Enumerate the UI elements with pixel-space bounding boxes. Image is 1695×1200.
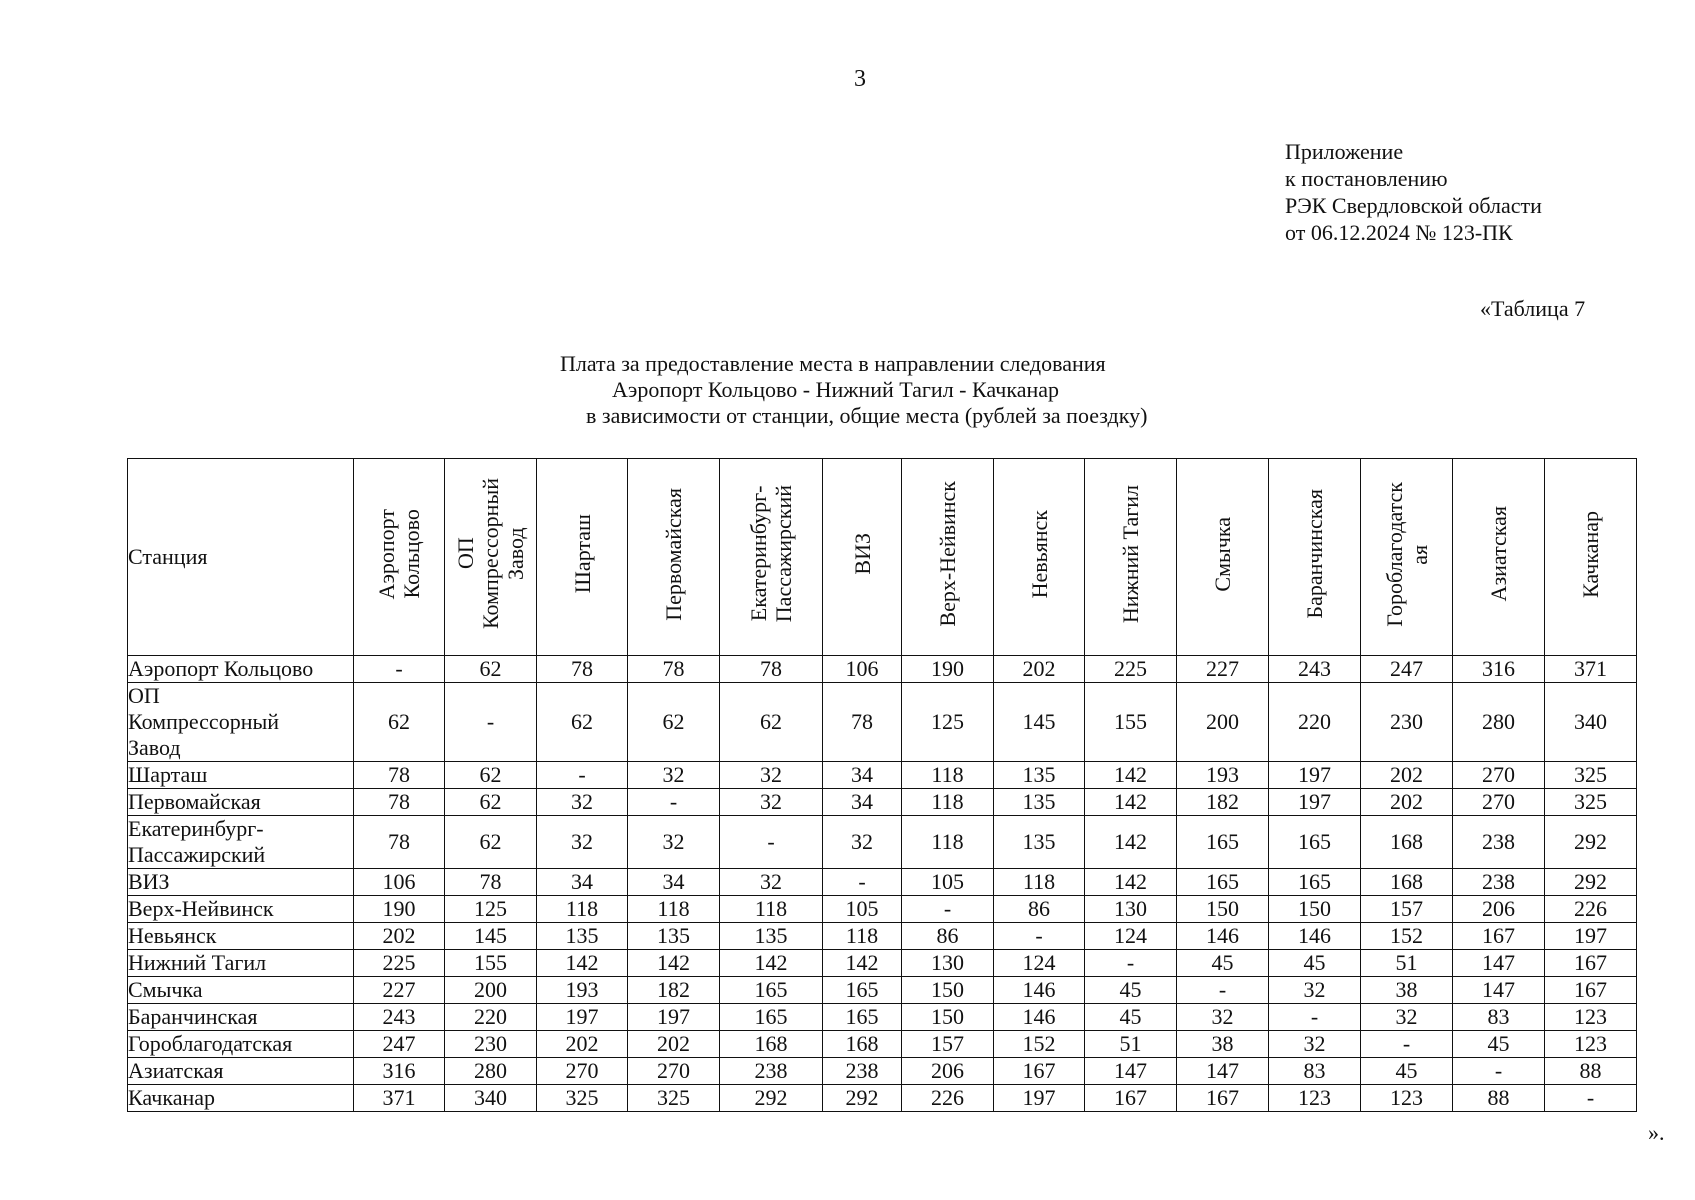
column-header-label: Азиатская: [1486, 506, 1511, 602]
table-row: [128, 789, 1637, 816]
fare-cell: 62: [628, 683, 720, 762]
table-label: «Таблица 7: [1480, 296, 1586, 321]
fare-cell: 202: [1361, 762, 1453, 789]
fare-cell: 105: [902, 869, 994, 896]
fare-cell: 165: [1177, 816, 1269, 869]
fare-cell: 34: [537, 869, 628, 896]
fare-cell: 78: [720, 656, 823, 683]
fare-cell: 202: [537, 1031, 628, 1058]
fare-cell: 280: [445, 1058, 537, 1085]
fare-cell: 62: [445, 789, 537, 816]
fare-cell: 230: [1361, 683, 1453, 762]
fare-cell: 165: [1269, 869, 1361, 896]
row-station-name: Шарташ: [128, 762, 354, 789]
fare-cell: 165: [720, 977, 823, 1004]
column-header-label: Екатеринбург- Пассажирский: [746, 485, 796, 623]
fare-cell: 130: [1085, 896, 1177, 923]
fare-cell: 168: [1361, 869, 1453, 896]
fare-cell: 165: [1269, 816, 1361, 869]
column-header-label: Невьянск: [1026, 509, 1052, 599]
column-header: [1361, 459, 1453, 656]
fare-cell: -: [823, 869, 902, 896]
fare-cell: 78: [354, 762, 445, 789]
fare-cell: 206: [1453, 896, 1545, 923]
fare-cell: -: [354, 656, 445, 683]
fare-cell: 157: [1361, 896, 1453, 923]
fare-table: [127, 458, 1637, 1112]
table-row: [128, 896, 1637, 923]
fare-cell: 230: [445, 1031, 537, 1058]
row-station-name: Невьянск: [128, 923, 354, 950]
title-line-3: в зависимости от станции, общие места (рублей за поездку): [586, 403, 1148, 428]
row-station-name: Качканар: [128, 1085, 354, 1112]
fare-cell: 280: [1453, 683, 1545, 762]
fare-cell: 247: [1361, 656, 1453, 683]
table-row: [128, 1004, 1637, 1031]
fare-cell: 135: [537, 923, 628, 950]
appendix-header: [1285, 138, 1542, 246]
fare-cell: 325: [628, 1085, 720, 1112]
fare-cell: 225: [1085, 656, 1177, 683]
column-header: [1545, 459, 1637, 656]
fare-cell: -: [537, 762, 628, 789]
fare-cell: 32: [537, 789, 628, 816]
fare-cell: 124: [994, 950, 1085, 977]
fare-cell: 32: [720, 789, 823, 816]
fare-cell: 152: [1361, 923, 1453, 950]
fare-cell: 123: [1545, 1004, 1637, 1031]
fare-cell: 135: [994, 816, 1085, 869]
fare-cell: 45: [1177, 950, 1269, 977]
column-header-label: Аэропорт Кольцово: [374, 508, 424, 600]
fare-cell: 83: [1453, 1004, 1545, 1031]
fare-cell: 167: [1177, 1085, 1269, 1112]
fare-cell: 142: [823, 950, 902, 977]
fare-cell: 118: [628, 896, 720, 923]
row-station-name: Первомайская: [128, 789, 354, 816]
fare-cell: 167: [1453, 923, 1545, 950]
fare-cell: 78: [537, 656, 628, 683]
appendix-line-2: к постановлению: [1285, 166, 1448, 191]
fare-cell: 270: [1453, 762, 1545, 789]
fare-cell: -: [1269, 1004, 1361, 1031]
column-header-label: ОП Компрессорный Завод: [453, 478, 528, 630]
fare-cell: 142: [1085, 789, 1177, 816]
fare-cell: 142: [537, 950, 628, 977]
table-row: [128, 950, 1637, 977]
fare-cell: 78: [823, 683, 902, 762]
table-row: [128, 762, 1637, 789]
fare-cell: 83: [1269, 1058, 1361, 1085]
fare-cell: 202: [994, 656, 1085, 683]
fare-cell: 147: [1177, 1058, 1269, 1085]
fare-cell: 146: [1269, 923, 1361, 950]
fare-cell: 118: [902, 762, 994, 789]
fare-cell: -: [1085, 950, 1177, 977]
fare-cell: 225: [354, 950, 445, 977]
fare-cell: 146: [994, 1004, 1085, 1031]
column-header-label: Шарташ: [569, 514, 595, 594]
fare-cell: 155: [1085, 683, 1177, 762]
fare-cell: 200: [1177, 683, 1269, 762]
fare-cell: 62: [720, 683, 823, 762]
table-row: [128, 816, 1637, 869]
table-title: [0, 351, 1695, 429]
fare-cell: 135: [628, 923, 720, 950]
fare-cell: 147: [1085, 1058, 1177, 1085]
fare-cell: 157: [902, 1031, 994, 1058]
column-header: [823, 459, 902, 656]
fare-cell: 105: [823, 896, 902, 923]
fare-cell: 78: [354, 789, 445, 816]
fare-cell: 325: [537, 1085, 628, 1112]
header-row: [128, 459, 1637, 656]
fare-cell: 220: [445, 1004, 537, 1031]
fare-cell: 45: [1269, 950, 1361, 977]
fare-cell: 123: [1545, 1031, 1637, 1058]
column-header: [1177, 459, 1269, 656]
fare-cell: 147: [1453, 977, 1545, 1004]
fare-cell: 32: [537, 816, 628, 869]
fare-cell: 197: [1269, 789, 1361, 816]
fare-cell: 32: [823, 816, 902, 869]
column-header: [902, 459, 994, 656]
fare-cell: 206: [902, 1058, 994, 1085]
row-station-name: Азиатская: [128, 1058, 354, 1085]
fare-cell: 88: [1453, 1085, 1545, 1112]
fare-cell: 220: [1269, 683, 1361, 762]
fare-cell: 125: [445, 896, 537, 923]
row-station-name: Екатеринбург- Пассажирский: [128, 816, 354, 869]
fare-cell: 51: [1085, 1031, 1177, 1058]
fare-cell: 190: [902, 656, 994, 683]
fare-cell: 270: [537, 1058, 628, 1085]
fare-cell: 197: [994, 1085, 1085, 1112]
fare-cell: 292: [823, 1085, 902, 1112]
row-station-name: Гороблагодатская: [128, 1031, 354, 1058]
fare-cell: 270: [628, 1058, 720, 1085]
fare-cell: 168: [1361, 816, 1453, 869]
fare-cell: 168: [720, 1031, 823, 1058]
fare-cell: 145: [994, 683, 1085, 762]
fare-cell: 124: [1085, 923, 1177, 950]
fare-cell: 155: [445, 950, 537, 977]
fare-cell: 145: [445, 923, 537, 950]
fare-cell: 45: [1453, 1031, 1545, 1058]
fare-cell: 62: [445, 762, 537, 789]
page-number: 3: [854, 66, 866, 92]
fare-cell: 238: [1453, 869, 1545, 896]
fare-cell: 292: [1545, 869, 1637, 896]
fare-cell: 292: [720, 1085, 823, 1112]
table-row: [128, 1031, 1637, 1058]
fare-cell: 243: [1269, 656, 1361, 683]
fare-cell: -: [994, 923, 1085, 950]
column-header-label: Качканар: [1578, 510, 1603, 598]
fare-cell: 32: [628, 816, 720, 869]
fare-cell: 45: [1085, 977, 1177, 1004]
fare-cell: -: [445, 683, 537, 762]
fare-cell: 193: [1177, 762, 1269, 789]
fare-cell: -: [1453, 1058, 1545, 1085]
fare-cell: 51: [1361, 950, 1453, 977]
fare-cell: 32: [1361, 1004, 1453, 1031]
fare-cell: 118: [902, 789, 994, 816]
fare-cell: 32: [628, 762, 720, 789]
title-line-2: Аэропорт Кольцово - Нижний Тагил - Качканар: [612, 377, 1059, 402]
fare-cell: 78: [354, 816, 445, 869]
column-header-label: Нижний Тагил: [1118, 484, 1143, 624]
fare-cell: 371: [1545, 656, 1637, 683]
fare-cell: 150: [1269, 896, 1361, 923]
column-header-label: Первомайская: [661, 487, 686, 621]
fare-cell: 142: [1085, 816, 1177, 869]
fare-cell: 238: [1453, 816, 1545, 869]
fare-cell: 34: [823, 789, 902, 816]
fare-cell: 165: [720, 1004, 823, 1031]
fare-cell: 371: [354, 1085, 445, 1112]
row-station-name: Аэропорт Кольцово: [128, 656, 354, 683]
fare-cell: 227: [1177, 656, 1269, 683]
row-station-name: Смычка: [128, 977, 354, 1004]
fare-cell: 135: [994, 789, 1085, 816]
table-row: [128, 683, 1637, 762]
table-body: [128, 656, 1637, 1112]
row-station-name: ОП Компрессорный Завод: [128, 683, 354, 762]
fare-cell: 32: [1269, 1031, 1361, 1058]
fare-cell: 118: [994, 869, 1085, 896]
table-row: [128, 1085, 1637, 1112]
fare-cell: -: [1177, 977, 1269, 1004]
column-header: [628, 459, 720, 656]
table-row: [128, 869, 1637, 896]
fare-cell: 142: [720, 950, 823, 977]
fare-cell: 146: [994, 977, 1085, 1004]
appendix-line-4: от 06.12.2024 № 123-ПК: [1285, 220, 1513, 245]
column-header-label: Баранчинская: [1302, 489, 1327, 619]
column-header: [537, 459, 628, 656]
fare-cell: 118: [720, 896, 823, 923]
fare-cell: 135: [994, 762, 1085, 789]
fare-cell: 38: [1177, 1031, 1269, 1058]
title-line-1: Плата за предоставление места в направлении следования: [560, 351, 1106, 376]
fare-cell: 150: [1177, 896, 1269, 923]
fare-cell: 123: [1269, 1085, 1361, 1112]
column-header: [994, 459, 1085, 656]
fare-cell: -: [628, 789, 720, 816]
fare-cell: 270: [1453, 789, 1545, 816]
fare-cell: -: [902, 896, 994, 923]
fare-cell: 167: [994, 1058, 1085, 1085]
fare-cell: 167: [1545, 977, 1637, 1004]
fare-cell: 150: [902, 977, 994, 1004]
fare-cell: 142: [1085, 869, 1177, 896]
fare-cell: 130: [902, 950, 994, 977]
column-header-label: Гороблагодатск ая: [1381, 481, 1432, 627]
column-header-label: ВИЗ: [849, 533, 875, 575]
fare-cell: 34: [628, 869, 720, 896]
fare-cell: 167: [1545, 950, 1637, 977]
fare-cell: 32: [1269, 977, 1361, 1004]
fare-cell: 316: [354, 1058, 445, 1085]
fare-cell: 88: [1545, 1058, 1637, 1085]
fare-cell: 125: [902, 683, 994, 762]
fare-cell: 147: [1453, 950, 1545, 977]
fare-cell: 190: [354, 896, 445, 923]
fare-cell: 325: [1545, 762, 1637, 789]
fare-cell: 78: [445, 869, 537, 896]
fare-cell: 123: [1361, 1085, 1453, 1112]
fare-cell: 165: [823, 977, 902, 1004]
closing-quote: ».: [1648, 1120, 1665, 1145]
fare-cell: 202: [354, 923, 445, 950]
fare-cell: 226: [902, 1085, 994, 1112]
fare-cell: 197: [1545, 923, 1637, 950]
fare-cell: 150: [902, 1004, 994, 1031]
row-station-name: Нижний Тагил: [128, 950, 354, 977]
fare-cell: 226: [1545, 896, 1637, 923]
fare-cell: 32: [1177, 1004, 1269, 1031]
fare-cell: 45: [1085, 1004, 1177, 1031]
fare-cell: 227: [354, 977, 445, 1004]
fare-cell: 152: [994, 1031, 1085, 1058]
fare-cell: 197: [628, 1004, 720, 1031]
fare-cell: 316: [1453, 656, 1545, 683]
column-header-label: Верх-Нейвинск: [935, 481, 960, 627]
row-station-name: Баранчинская: [128, 1004, 354, 1031]
fare-cell: 62: [537, 683, 628, 762]
row-station-name: Верх-Нейвинск: [128, 896, 354, 923]
column-header: [1269, 459, 1361, 656]
fare-cell: -: [1361, 1031, 1453, 1058]
fare-cell: 182: [628, 977, 720, 1004]
fare-cell: 202: [628, 1031, 720, 1058]
fare-cell: 182: [1177, 789, 1269, 816]
fare-cell: 193: [537, 977, 628, 1004]
fare-cell: 62: [354, 683, 445, 762]
fare-cell: 325: [1545, 789, 1637, 816]
fare-cell: 34: [823, 762, 902, 789]
appendix-line-1: Приложение: [1285, 139, 1404, 164]
station-header: Станция: [128, 459, 354, 656]
fare-cell: 238: [720, 1058, 823, 1085]
column-header: [1085, 459, 1177, 656]
table-row: [128, 1058, 1637, 1085]
table-row: [128, 923, 1637, 950]
fare-cell: 32: [720, 869, 823, 896]
fare-cell: 165: [1177, 869, 1269, 896]
fare-cell: 167: [1085, 1085, 1177, 1112]
appendix-line-3: РЭК Свердловской области: [1285, 193, 1542, 218]
fare-cell: 78: [628, 656, 720, 683]
fare-cell: 292: [1545, 816, 1637, 869]
column-header: [445, 459, 537, 656]
fare-cell: 86: [902, 923, 994, 950]
table-row: [128, 977, 1637, 1004]
fare-cell: 86: [994, 896, 1085, 923]
fare-cell: 238: [823, 1058, 902, 1085]
fare-cell: 142: [628, 950, 720, 977]
fare-cell: 118: [823, 923, 902, 950]
fare-cell: 340: [1545, 683, 1637, 762]
fare-cell: 135: [720, 923, 823, 950]
fare-cell: 165: [823, 1004, 902, 1031]
fare-cell: 142: [1085, 762, 1177, 789]
fare-cell: 202: [1361, 789, 1453, 816]
fare-cell: 62: [445, 816, 537, 869]
fare-cell: 118: [902, 816, 994, 869]
fare-cell: 247: [354, 1031, 445, 1058]
fare-cell: 118: [537, 896, 628, 923]
fare-cell: 45: [1361, 1058, 1453, 1085]
column-header: [720, 459, 823, 656]
column-header: [1453, 459, 1545, 656]
column-header-label: Смычка: [1210, 516, 1235, 592]
fare-cell: 146: [1177, 923, 1269, 950]
fare-cell: 340: [445, 1085, 537, 1112]
fare-cell: 38: [1361, 977, 1453, 1004]
column-header: [354, 459, 445, 656]
fare-cell: 32: [720, 762, 823, 789]
fare-cell: 62: [445, 656, 537, 683]
fare-cell: 168: [823, 1031, 902, 1058]
table-row: [128, 656, 1637, 683]
fare-cell: 106: [823, 656, 902, 683]
fare-cell: 243: [354, 1004, 445, 1031]
fare-cell: 106: [354, 869, 445, 896]
row-station-name: ВИЗ: [128, 869, 354, 896]
fare-cell: -: [720, 816, 823, 869]
fare-cell: 197: [537, 1004, 628, 1031]
fare-cell: 197: [1269, 762, 1361, 789]
fare-cell: 200: [445, 977, 537, 1004]
fare-cell: -: [1545, 1085, 1637, 1112]
